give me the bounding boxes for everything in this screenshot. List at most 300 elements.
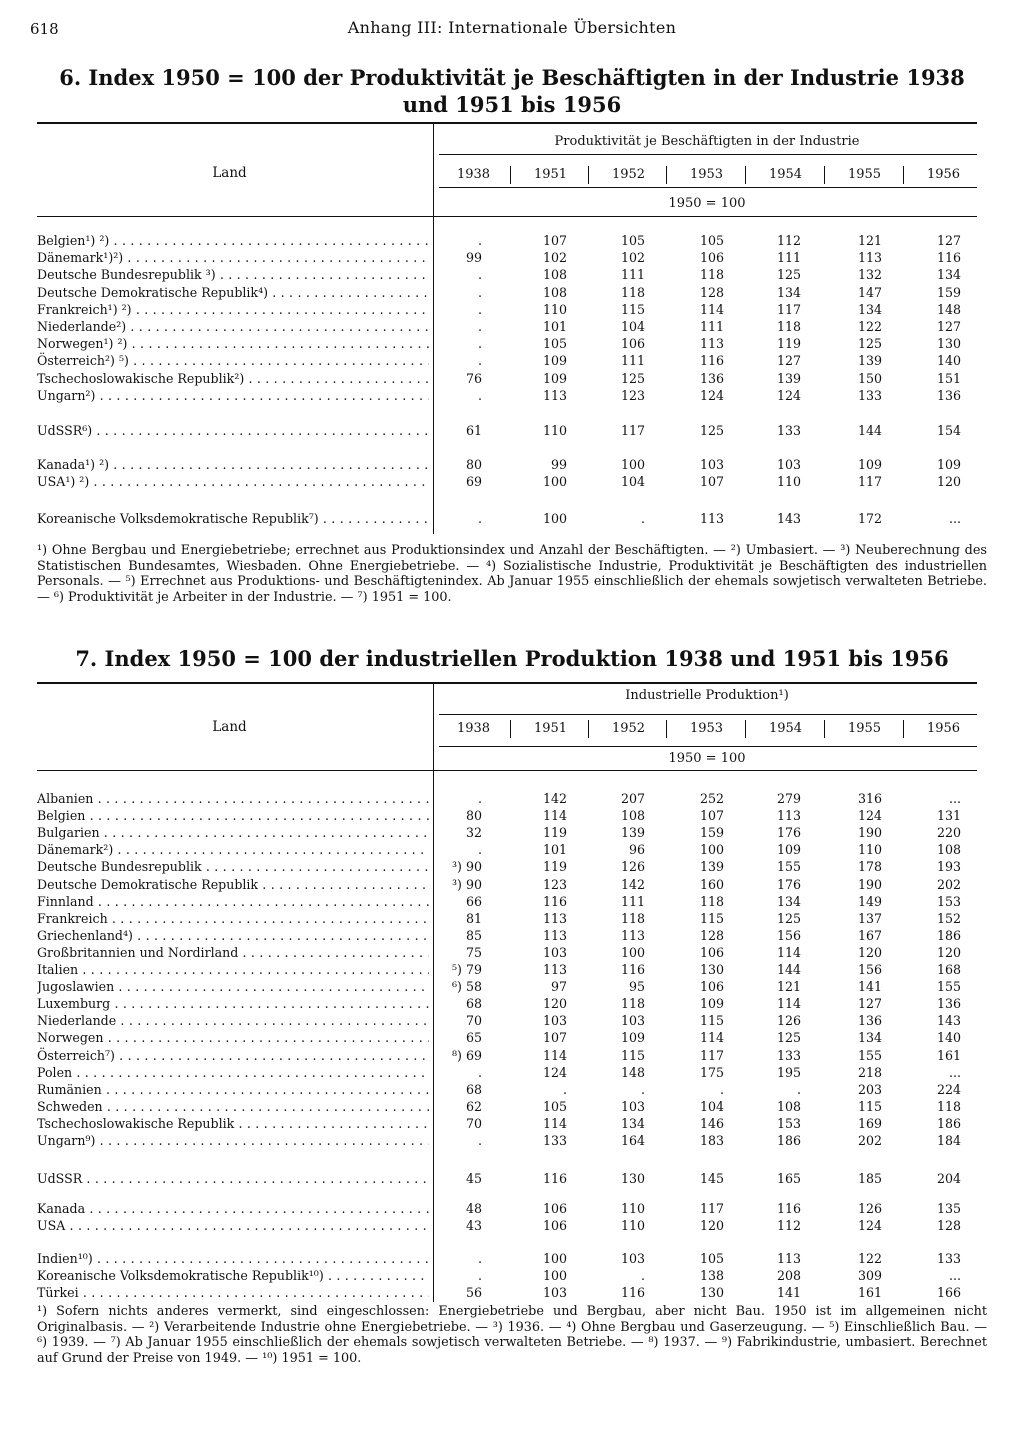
- cell-1938: ⁵) 79: [452, 962, 482, 977]
- cell-1954: 116: [776, 1201, 801, 1216]
- table-row: [37, 1250, 977, 1267]
- cell-1953: 120: [699, 1218, 724, 1233]
- cell-1953: 138: [699, 1268, 724, 1283]
- table-row: [37, 978, 977, 995]
- cell-1953: 115: [699, 910, 724, 926]
- cell-1956: 184: [936, 1133, 961, 1148]
- cell-1951: 103: [542, 944, 567, 960]
- row-label: Norwegen¹) ²) . . .: [37, 335, 429, 352]
- cell-1938: 69: [465, 474, 482, 489]
- cell-1953: 117: [699, 1047, 724, 1063]
- table7-title: 7. Index 1950 = 100 der industriellen Produktion 1938 und 1951 bis 1956: [75, 646, 949, 671]
- cell-1956: 186: [936, 1115, 961, 1131]
- cell-1938: .: [477, 511, 482, 526]
- cell-1954: 110: [776, 474, 801, 489]
- cell-1955: 144: [857, 423, 882, 438]
- cell-1951: 106: [542, 1201, 567, 1216]
- cell-1954: 127: [776, 353, 801, 369]
- table-row: [37, 876, 977, 893]
- cell-1956: 136: [936, 996, 961, 1012]
- cell-1954: 176: [776, 876, 801, 892]
- table6-year-1952: 1952: [611, 167, 646, 182]
- row-label: Koreanische Volksdemokratische Republik¹⁰) . . .: [37, 1267, 429, 1284]
- cell-1938: .: [477, 842, 482, 858]
- row-label: Tschechoslowakische Republik²) . . .: [37, 370, 429, 387]
- row-label: Kanada . . .: [37, 1200, 429, 1217]
- cell-1955: 121: [857, 233, 882, 248]
- cell-1953: .: [719, 1081, 724, 1097]
- cell-1952: 118: [620, 284, 645, 300]
- cell-1953: 107: [699, 474, 724, 489]
- cell-1953: 183: [699, 1133, 724, 1148]
- cell-1938: 62: [465, 1098, 482, 1114]
- table-row: [37, 249, 977, 266]
- table-row: [37, 301, 977, 318]
- cell-1938: 65: [465, 1030, 482, 1046]
- row-label: Jugoslawien . . .: [37, 978, 429, 995]
- row-label: USA¹) ²) . . .: [37, 473, 429, 490]
- table-row: [37, 1029, 977, 1046]
- cell-1954: 208: [776, 1268, 801, 1283]
- table-row: [37, 1098, 977, 1115]
- table-row: [37, 1064, 977, 1081]
- cell-1952: 118: [620, 996, 645, 1012]
- cell-1956: 116: [936, 250, 961, 266]
- cell-1954: 112: [776, 233, 801, 248]
- cell-1956: 154: [936, 423, 961, 438]
- cell-1951: 123: [542, 876, 567, 892]
- cell-1938: .: [477, 1268, 482, 1283]
- cell-1954: 109: [776, 842, 801, 858]
- cell-1953: 252: [699, 791, 724, 806]
- cell-1954: 114: [776, 996, 801, 1012]
- cell-1938: .: [477, 353, 482, 369]
- cell-1951: 110: [542, 301, 567, 317]
- cell-1955: 161: [857, 1285, 882, 1300]
- cell-1953: 105: [699, 1251, 724, 1266]
- cell-1955: 117: [857, 474, 882, 489]
- row-label: Indien¹⁰) . . .: [37, 1250, 429, 1267]
- cell-1956: 143: [936, 1013, 961, 1029]
- cell-1938: .: [477, 1133, 482, 1148]
- row-label: Tschechoslowakische Republik . . .: [37, 1115, 429, 1132]
- cell-1952: 207: [620, 791, 645, 806]
- cell-1938: .: [477, 267, 482, 283]
- cell-1951: 109: [542, 370, 567, 386]
- row-label: UdSSR . . .: [37, 1170, 429, 1187]
- table-row: [37, 352, 977, 369]
- cell-1951: 100: [542, 474, 567, 489]
- cell-1951: 142: [542, 791, 567, 806]
- table-row: [37, 858, 977, 875]
- table-row: [37, 1200, 977, 1217]
- cell-1955: 133: [857, 387, 882, 403]
- cell-1951: 116: [542, 893, 567, 909]
- cell-1956: 224: [936, 1081, 961, 1097]
- cell-1938: 70: [465, 1115, 482, 1131]
- cell-1956: ...: [948, 1064, 961, 1080]
- cell-1938: 85: [465, 927, 482, 943]
- table-row: [37, 1170, 977, 1187]
- cell-1951: 109: [542, 353, 567, 369]
- cell-1956: 136: [936, 387, 961, 403]
- row-label: Dänemark¹)²) . . .: [37, 249, 429, 266]
- table6-year-1938: 1938: [456, 167, 491, 182]
- cell-1951: .: [562, 1081, 567, 1097]
- cell-1955: 167: [857, 927, 882, 943]
- cell-1952: 104: [620, 319, 645, 334]
- table6: [37, 122, 977, 534]
- cell-1938: .: [477, 1064, 482, 1080]
- cell-1956: 127: [936, 233, 961, 248]
- cell-1955: 132: [857, 267, 882, 283]
- cell-1951: 107: [542, 1030, 567, 1046]
- cell-1952: 103: [620, 1098, 645, 1114]
- table6-basis: 1950 = 100: [668, 196, 746, 211]
- cell-1955: 137: [857, 910, 882, 926]
- cell-1952: 108: [620, 808, 645, 824]
- table-row: [37, 1284, 977, 1301]
- cell-1954: 111: [776, 250, 801, 266]
- cell-1954: 126: [776, 1013, 801, 1029]
- cell-1954: 103: [776, 457, 801, 472]
- cell-1953: 105: [699, 233, 724, 248]
- running-head: Anhang III: Internationale Übersichten: [347, 18, 677, 37]
- table7-year-1954: 1954: [768, 721, 803, 736]
- cell-1938: .: [477, 387, 482, 403]
- cell-1952: .: [640, 511, 645, 526]
- table-row: [37, 232, 977, 249]
- cell-1954: 139: [776, 370, 801, 386]
- cell-1956: 120: [936, 474, 961, 489]
- table-row: [37, 266, 977, 283]
- cell-1952: 109: [620, 1030, 645, 1046]
- cell-1951: 105: [542, 336, 567, 352]
- row-label: Belgien¹) ²) . . .: [37, 232, 429, 249]
- cell-1938: ³) 90: [452, 859, 482, 875]
- cell-1951: 114: [542, 1115, 567, 1131]
- cell-1953: 114: [699, 301, 724, 317]
- cell-1955: 122: [857, 319, 882, 334]
- cell-1953: 109: [699, 996, 724, 1012]
- cell-1954: 113: [776, 808, 801, 824]
- cell-1951: 108: [542, 267, 567, 283]
- cell-1954: 144: [776, 962, 801, 977]
- cell-1956: ...: [948, 511, 961, 526]
- cell-1953: 139: [699, 859, 724, 875]
- cell-1938: 43: [465, 1218, 482, 1233]
- cell-1956: 159: [936, 284, 961, 300]
- cell-1955: 202: [857, 1133, 882, 1148]
- cell-1955: 124: [857, 808, 882, 824]
- cell-1953: 104: [699, 1098, 724, 1114]
- cell-1954: 141: [776, 1285, 801, 1300]
- cell-1938: .: [477, 301, 482, 317]
- table-row: [37, 1267, 977, 1284]
- cell-1951: 103: [542, 1285, 567, 1300]
- row-label: Ungarn⁹) . . .: [37, 1132, 429, 1149]
- table-row: [37, 841, 977, 858]
- cell-1953: 118: [699, 893, 724, 909]
- cell-1938: .: [477, 1251, 482, 1266]
- cell-1955: 185: [857, 1171, 882, 1186]
- cell-1954: .: [796, 1081, 801, 1097]
- table-row: [37, 824, 977, 841]
- cell-1938: .: [477, 319, 482, 334]
- cell-1955: 113: [857, 250, 882, 266]
- cell-1953: 116: [699, 353, 724, 369]
- cell-1954: 133: [776, 423, 801, 438]
- cell-1951: 97: [550, 979, 567, 995]
- row-label: Griechenland⁴) . . .: [37, 927, 429, 944]
- cell-1954: 117: [776, 301, 801, 317]
- cell-1953: 114: [699, 1030, 724, 1046]
- table6-rows: [37, 122, 977, 534]
- table6-title-line2: und 1951 bis 1956: [402, 92, 622, 117]
- cell-1954: 176: [776, 825, 801, 841]
- cell-1953: 146: [699, 1115, 724, 1131]
- row-label: Kanada¹) ²) . . .: [37, 456, 429, 473]
- row-label: Österreich²) ⁵) . . .: [37, 352, 429, 369]
- cell-1938: 81: [465, 910, 482, 926]
- cell-1951: 124: [542, 1064, 567, 1080]
- cell-1951: 108: [542, 284, 567, 300]
- cell-1955: 156: [857, 962, 882, 977]
- cell-1952: 116: [620, 1285, 645, 1300]
- cell-1955: 126: [857, 1201, 882, 1216]
- cell-1952: 110: [620, 1201, 645, 1216]
- row-label: Ungarn²) . . .: [37, 387, 429, 404]
- cell-1951: 113: [542, 962, 567, 977]
- cell-1952: 105: [620, 233, 645, 248]
- cell-1956: 131: [936, 808, 961, 824]
- cell-1956: 153: [936, 893, 961, 909]
- cell-1956: 151: [936, 370, 961, 386]
- row-label: Großbritannien und Nordirland . . .: [37, 944, 429, 961]
- cell-1955: 169: [857, 1115, 882, 1131]
- row-label: Deutsche Demokratische Republik . . .: [37, 876, 429, 893]
- cell-1956: 193: [936, 859, 961, 875]
- cell-1956: 168: [936, 962, 961, 977]
- cell-1951: 106: [542, 1218, 567, 1233]
- table7-land-header: Land: [212, 719, 247, 735]
- cell-1954: 112: [776, 1218, 801, 1233]
- row-label: Deutsche Demokratische Republik⁴) . . .: [37, 284, 429, 301]
- cell-1952: 111: [620, 893, 645, 909]
- row-label: Deutsche Bundesrepublik . . .: [37, 858, 429, 875]
- table-row: [37, 422, 977, 439]
- cell-1951: 99: [550, 457, 567, 472]
- table6-land-header: Land: [212, 165, 247, 181]
- cell-1952: 102: [620, 250, 645, 266]
- cell-1953: 128: [699, 284, 724, 300]
- cell-1952: 113: [620, 927, 645, 943]
- table7-year-1953: 1953: [689, 721, 724, 736]
- cell-1938: ³) 90: [452, 876, 482, 892]
- cell-1956: 130: [936, 336, 961, 352]
- row-label: Schweden . . .: [37, 1098, 429, 1115]
- cell-1955: 120: [857, 944, 882, 960]
- cell-1955: 149: [857, 893, 882, 909]
- cell-1938: 75: [465, 944, 482, 960]
- cell-1938: 76: [465, 370, 482, 386]
- cell-1938: 99: [465, 250, 482, 266]
- row-label: Koreanische Volksdemokratische Republik⁷) . . .: [37, 510, 429, 527]
- cell-1955: 141: [857, 979, 882, 995]
- row-label: Norwegen . . .: [37, 1029, 429, 1046]
- cell-1952: 110: [620, 1218, 645, 1233]
- cell-1955: 110: [857, 842, 882, 858]
- row-label: Deutsche Bundesrepublik ³) . . .: [37, 266, 429, 283]
- cell-1938: 68: [465, 996, 482, 1012]
- table-row: [37, 1081, 977, 1098]
- table-row: [37, 910, 977, 927]
- cell-1953: 159: [699, 825, 724, 841]
- table7-year-1938: 1938: [456, 721, 491, 736]
- table-row: [37, 1047, 977, 1064]
- cell-1955: 136: [857, 1013, 882, 1029]
- table6-year-1955: 1955: [847, 167, 882, 182]
- cell-1956: ...: [948, 791, 961, 806]
- table-row: [37, 961, 977, 978]
- cell-1953: 128: [699, 927, 724, 943]
- table-row: [37, 284, 977, 301]
- cell-1953: 130: [699, 962, 724, 977]
- cell-1951: 101: [542, 319, 567, 334]
- table-row: [37, 370, 977, 387]
- row-label: Österreich⁷) . . .: [37, 1047, 429, 1064]
- cell-1951: 119: [542, 859, 567, 875]
- cell-1951: 119: [542, 825, 567, 841]
- cell-1955: 122: [857, 1251, 882, 1266]
- table6-title-line1: 6. Index 1950 = 100 der Produktivität je Beschäftigten in der Industrie 1938: [59, 65, 965, 90]
- cell-1952: 100: [620, 944, 645, 960]
- table7-rows: [37, 682, 977, 1304]
- cell-1953: 125: [699, 423, 724, 438]
- cell-1951: 100: [542, 511, 567, 526]
- cell-1956: 202: [936, 876, 961, 892]
- cell-1952: 125: [620, 370, 645, 386]
- cell-1954: 119: [776, 336, 801, 352]
- cell-1951: 133: [542, 1133, 567, 1148]
- cell-1952: 103: [620, 1251, 645, 1266]
- cell-1955: 190: [857, 876, 882, 892]
- row-label: Belgien . . .: [37, 807, 429, 824]
- cell-1955: 203: [857, 1081, 882, 1097]
- cell-1953: 113: [699, 511, 724, 526]
- cell-1953: 145: [699, 1171, 724, 1186]
- cell-1938: 45: [465, 1171, 482, 1186]
- cell-1951: 113: [542, 910, 567, 926]
- cell-1952: 116: [620, 962, 645, 977]
- cell-1938: 61: [465, 423, 482, 438]
- cell-1954: 155: [776, 859, 801, 875]
- cell-1953: 107: [699, 808, 724, 824]
- cell-1953: 130: [699, 1285, 724, 1300]
- row-label: Luxemburg . . .: [37, 995, 429, 1012]
- row-label: Niederlande²) . . .: [37, 318, 429, 335]
- table-row: [37, 510, 977, 527]
- cell-1955: 124: [857, 1218, 882, 1233]
- table-row: [37, 995, 977, 1012]
- table-row: [37, 335, 977, 352]
- cell-1955: 309: [857, 1268, 882, 1283]
- cell-1952: 96: [628, 842, 645, 858]
- cell-1954: 195: [776, 1064, 801, 1080]
- cell-1952: 126: [620, 859, 645, 875]
- cell-1952: 115: [620, 1047, 645, 1063]
- cell-1953: 118: [699, 267, 724, 283]
- table-row: [37, 318, 977, 335]
- table7-year-1956: 1956: [926, 721, 961, 736]
- cell-1956: 155: [936, 979, 961, 995]
- cell-1955: 127: [857, 996, 882, 1012]
- cell-1951: 105: [542, 1098, 567, 1114]
- cell-1954: 133: [776, 1047, 801, 1063]
- cell-1954: 125: [776, 1030, 801, 1046]
- cell-1938: .: [477, 336, 482, 352]
- cell-1956: 118: [936, 1098, 961, 1114]
- table-row: [37, 473, 977, 490]
- table-row: [37, 1132, 977, 1149]
- cell-1954: 156: [776, 927, 801, 943]
- table6-year-1956: 1956: [926, 167, 961, 182]
- cell-1952: 117: [620, 423, 645, 438]
- row-label: Polen . . .: [37, 1064, 429, 1081]
- cell-1956: 204: [936, 1171, 961, 1186]
- page-number: 618: [30, 20, 59, 38]
- cell-1951: 102: [542, 250, 567, 266]
- row-label: Frankreich¹) ²) . . .: [37, 301, 429, 318]
- cell-1938: 80: [465, 808, 482, 824]
- cell-1955: 134: [857, 301, 882, 317]
- table7: [37, 682, 977, 1304]
- cell-1953: 111: [699, 319, 724, 334]
- cell-1956: 186: [936, 927, 961, 943]
- cell-1952: 111: [620, 267, 645, 283]
- cell-1955: 155: [857, 1047, 882, 1063]
- cell-1938: 68: [465, 1081, 482, 1097]
- table-row: [37, 456, 977, 473]
- cell-1953: 100: [699, 842, 724, 858]
- cell-1954: 279: [776, 791, 801, 806]
- cell-1952: 115: [620, 301, 645, 317]
- cell-1956: 161: [936, 1047, 961, 1063]
- table-row: [37, 1115, 977, 1132]
- cell-1956: 140: [936, 1030, 961, 1046]
- cell-1955: 172: [857, 511, 882, 526]
- table-row: [37, 1217, 977, 1234]
- cell-1952: 100: [620, 457, 645, 472]
- row-label: Italien . . .: [37, 961, 429, 978]
- row-label: UdSSR⁶) . . .: [37, 422, 429, 439]
- cell-1938: 70: [465, 1013, 482, 1029]
- cell-1951: 101: [542, 842, 567, 858]
- table6-footnotes: ¹) Ohne Bergbau und Energiebetriebe; errechnet aus Produktionsindex und Anzahl der Beschäftigten. — ²) Umbasiert. — ³) Neuberechnung des Statistischen Bundesamtes, Wiesbaden. Ohne Energiebetriebe. — ⁴) Sozialistische Industrie, Produktivität je Beschäftigten des industriellen Personals. — ⁵) Errechnet aus Produktions- und Beschäftigtenindex. Ab Januar 1955 einschließlich der ehemals sowjetisch verwalteten Betriebe. — ⁶) Produktivität je Arbeiter in der Industrie. — ⁷) 1951 = 100.: [37, 543, 987, 605]
- cell-1953: 106: [699, 250, 724, 266]
- cell-1954: 134: [776, 893, 801, 909]
- table7-basis: 1950 = 100: [668, 751, 746, 766]
- cell-1952: 111: [620, 353, 645, 369]
- cell-1954: 186: [776, 1133, 801, 1148]
- cell-1955: 178: [857, 859, 882, 875]
- row-label: Albanien . . .: [37, 790, 429, 807]
- cell-1953: 136: [699, 370, 724, 386]
- table6-group-header: Produktivität je Beschäftigten in der Industrie: [554, 134, 860, 149]
- cell-1955: 218: [857, 1064, 882, 1080]
- cell-1952: 95: [628, 979, 645, 995]
- cell-1956: 148: [936, 301, 961, 317]
